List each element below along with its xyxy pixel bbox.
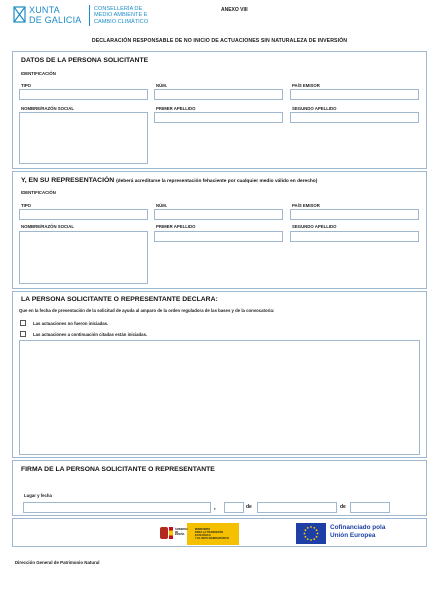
gobierno-espana-logo	[157, 523, 239, 545]
xunta-logo	[13, 4, 89, 28]
ministry-line-3: Y EL RETO DEMOGRÁFICO	[195, 537, 230, 540]
xunta-line-2: DE GALICIA	[29, 15, 82, 25]
tipo-label: TIPO	[21, 203, 32, 208]
gov-line-2: DE ESPAÑA	[175, 531, 185, 537]
lugar-field[interactable]	[23, 502, 211, 513]
section-declara	[12, 291, 427, 458]
xunta-emblem-icon	[13, 6, 26, 23]
representacion-note: (deberá acreditarse la representación fehaciente por cualquier medio válido en derecho)	[116, 179, 318, 184]
num-field[interactable]	[154, 89, 283, 100]
header	[13, 4, 433, 34]
section-representacion	[12, 171, 427, 289]
eu-flag-icon	[296, 523, 326, 544]
primer-apellido-label: PRIMER APELLIDO	[156, 224, 196, 229]
option-iniciadas-label: Las actuaciones a continuación citadas están iniciadas.	[33, 332, 148, 337]
section-title: DATOS DE LA PERSONA SOLICITANTE	[21, 57, 149, 64]
document-title: DECLARACIÓN RESPONSABLE DE NO INICIO DE ACTUACIONES SIN NATURALEZA DE INVERSIÓN	[91, 38, 348, 44]
lugar-fecha-label: Lugar y fecha	[24, 493, 52, 498]
tipo-field[interactable]	[19, 89, 148, 100]
month-field[interactable]	[257, 502, 337, 513]
section-title: LA PERSONA SOLICITANTE O REPRESENTANTE DECLARA:	[21, 296, 218, 303]
consellaria-name	[94, 6, 148, 25]
eu-line-1: Cofinanciado pola	[330, 524, 386, 531]
section-title	[21, 177, 317, 184]
comma-separator: ,	[214, 505, 216, 511]
num-field[interactable]	[154, 209, 283, 220]
gov-line-1: GOBIERNO	[175, 529, 188, 531]
gobierno-text	[175, 529, 188, 537]
segundo-apellido-label: SEGUNDO APELLIDO	[292, 224, 337, 229]
anexo-label: ANEXO VIII	[221, 7, 248, 13]
consellaria-line-1: CONSELLERÍA DE	[94, 6, 143, 12]
pais-emisor-field[interactable]	[290, 209, 419, 220]
pais-emisor-label: PAÍS EMISOR	[292, 203, 320, 208]
consellaria-line-2: MEDIO AMBIENTE E	[94, 12, 148, 19]
num-label: NÚM.	[156, 83, 167, 88]
section-solicitante	[12, 51, 427, 169]
num-label: NÚM.	[156, 203, 167, 208]
ministerio-text	[195, 528, 239, 540]
consellaria-line-3: CAMBIO CLIMÁTICO	[94, 18, 149, 25]
option-no-iniciadas-checkbox[interactable]	[20, 320, 26, 326]
pais-emisor-field[interactable]	[290, 89, 419, 100]
de-separator-2: de	[340, 504, 346, 510]
gobierno-block	[157, 523, 187, 545]
day-field[interactable]	[224, 502, 244, 513]
primer-apellido-label: PRIMER APELLIDO	[156, 106, 196, 111]
representacion-title: Y, EN SU REPRESENTACIÓN	[21, 177, 115, 184]
coat-of-arms-icon	[160, 527, 168, 539]
option-no-iniciadas-label: Las actuaciones no fueron iniciadas.	[33, 321, 109, 326]
primer-apellido-field[interactable]	[154, 231, 283, 242]
funding-logos	[12, 518, 427, 547]
year-field[interactable]	[350, 502, 390, 513]
nombre-field[interactable]	[19, 231, 148, 284]
segundo-apellido-label: SEGUNDO APELLIDO	[292, 106, 337, 111]
de-separator-1: de	[246, 504, 252, 510]
section-firma	[12, 460, 427, 516]
ministry-line-2: PARA LA TRANSICIÓN ECOLÓGICA	[195, 531, 224, 537]
segundo-apellido-field[interactable]	[290, 231, 419, 242]
footer-department: Dirección General de Patrimonio Natural	[15, 560, 100, 565]
declara-intro: Que en la fecha de presentación de la solicitud de ayuda al amparo de la orden reguladora de las bases y de la convocatoria:	[19, 308, 275, 313]
nombre-label: NOMBRE/RAZÓN SOCIAL	[21, 224, 74, 229]
option-iniciadas-checkbox[interactable]	[20, 331, 26, 337]
tipo-field[interactable]	[19, 209, 148, 220]
ministry-line-1: MINISTERIO	[195, 528, 211, 531]
identificacion-label: IDENTIFICACIÓN	[21, 190, 56, 195]
logo-divider	[89, 5, 90, 26]
xunta-line-1: XUNTA	[29, 5, 60, 15]
nombre-field[interactable]	[19, 112, 148, 164]
segundo-apellido-field[interactable]	[290, 112, 419, 123]
nombre-label: NOMBRE/RAZÓN SOCIAL	[21, 106, 74, 111]
eu-line-2: Unión Europea	[330, 532, 376, 539]
primer-apellido-field[interactable]	[154, 112, 283, 123]
section-title: FIRMA DE LA PERSONA SOLICITANTE O REPRESENTANTE	[21, 466, 215, 473]
xunta-wordmark	[29, 5, 82, 25]
identificacion-label: IDENTIFICACIÓN	[21, 71, 56, 76]
actuaciones-textarea[interactable]	[19, 340, 420, 455]
pais-emisor-label: PAÍS EMISOR	[292, 83, 320, 88]
eu-cofinanciado-text	[330, 524, 385, 540]
spain-flag-icon	[169, 527, 173, 539]
tipo-label: TIPO	[21, 83, 32, 88]
